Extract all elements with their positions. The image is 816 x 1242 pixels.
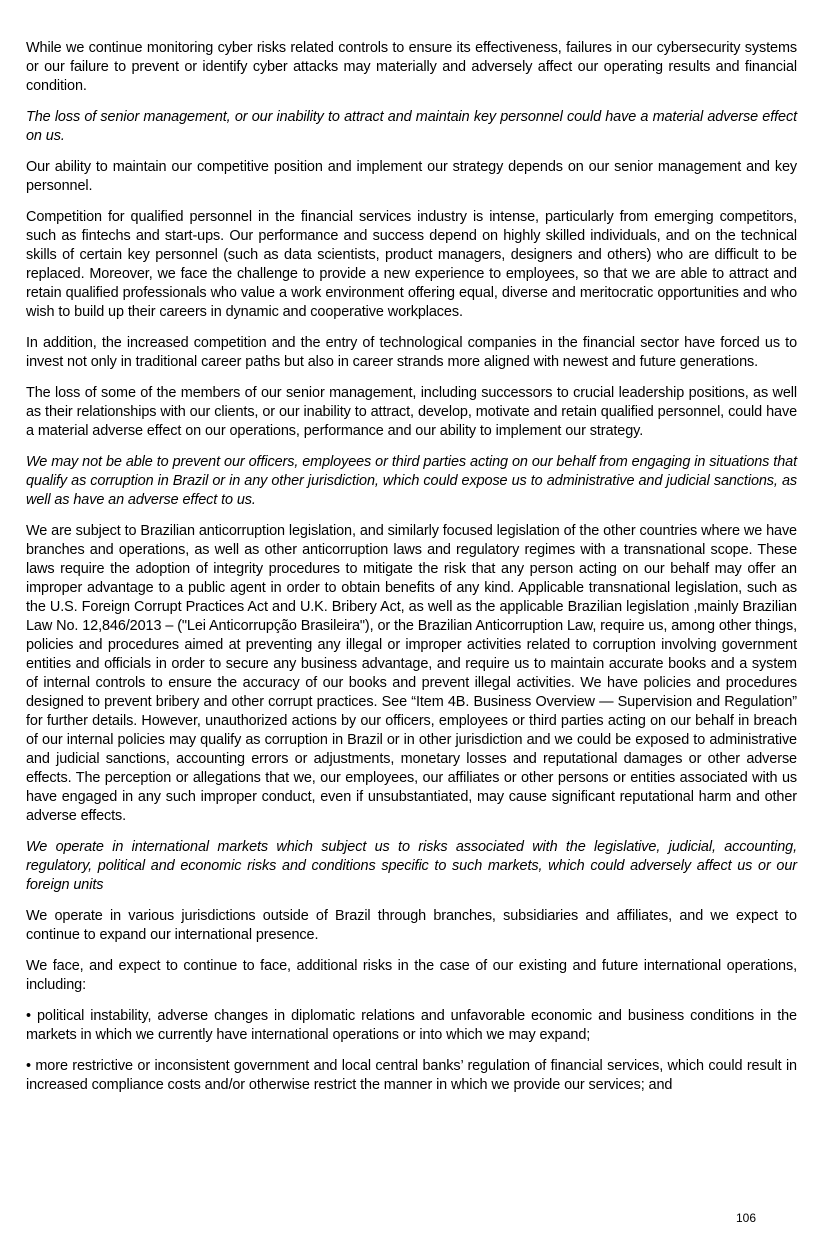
heading-international-markets-risk: We operate in international markets which subject us to risks associated with the legislative, judicial, accounting, regulatory, political and economic risks and conditions specific to such markets, which could adversely affect us or our foreign units [26, 839, 797, 894]
paragraph-anticorruption-legislation: We are subject to Brazilian anticorruption legislation, and similarly focused legislation of the other countries where we have branches and operations, as well as other anticorruption laws and regulatory regimes with a transnational scope. These laws require the adoption of integrity procedures to mitigate the risk that any person acting on our behalf may offer an improper advantage to a public agent in order to obtain benefits of any kind. Applicable transnational legislation, such as the U.S. Foreign Corrupt Practices Act and U.K. Bribery Act, as well as the applicable Brazilian legislation ,mainly Brazilian Law No. 12,846/2013 – ("Lei Anticorrupção Brasileira"), or the Brazilian Anticorruption Law, require us, among other things, policies and procedures aimed at preventing any illegal or improper activities related to corruption involving government entities and officials in order to secure any business advantage, and require us to maintain accurate books and a system of internal controls to ensure the accuracy of our books and prevent illegal activities. We have policies and procedures designed to prevent bribery and other corrupt practices. See “Item 4B. Business Overview — Supervision and Regulation” for further details. However, unauthorized actions by our officers, employees or third parties acting on our behalf in breach of our internal policies may qualify as corruption in Brazil or in other jurisdiction and we could be exposed to administrative and judicial sanctions, accounting errors or adjustments, monetary losses and reputational damages or other adverse effects. The perception or allegations that we, our employees, our affiliates or other persons or entities associated with us have engaged in any such improper conduct, even if unsubstantiated, may cause significant reputational harm and other adverse effects. [26, 522, 797, 825]
list-item-restrictive-regulation: • more restrictive or inconsistent government and local central banks’ regulation of financial services, which could result in increased compliance costs and/or otherwise restrict the manner in which we provide our services; and [26, 1057, 797, 1093]
paragraph-competitive-position: Our ability to maintain our competitive position and implement our strategy depends on our senior management and key personnel. [26, 158, 797, 194]
list-item-political-instability: • political instability, adverse changes in diplomatic relations and unfavorable economic and business conditions in the markets in which we currently have international operations or into which we may expand; [26, 1007, 797, 1043]
paragraph-cybersecurity: While we continue monitoring cyber risks related controls to ensure its effectiveness, failures in our cybersecurity systems or our failure to prevent or identify cyber attacks may materially and adversely affect our operating results and financial condition. [26, 40, 797, 95]
paragraph-loss-of-management: The loss of some of the members of our senior management, including successors to crucial leadership positions, as well as their relationships with our clients, or our inability to attract, develop, motivate and retain qualified personnel, could have a material adverse effect on our operations, performance and our ability to implement our strategy. [26, 384, 797, 439]
paragraph-additional-risks: We face, and expect to continue to face, additional risks in the case of our existing and future international operations, including: [26, 957, 797, 993]
paragraph-technological-competition: In addition, the increased competition and the entry of technological companies in the financial sector have forced us to invest not only in traditional career paths but also in career strands more aligned with newest and future generations. [26, 334, 797, 370]
paragraph-international-presence: We operate in various jurisdictions outside of Brazil through branches, subsidiaries and affiliates, and we expect to continue to expand our international presence. [26, 908, 797, 944]
document-page [26, 39, 797, 1107]
paragraph-personnel-competition: Competition for qualified personnel in the financial services industry is intense, particularly from emerging competitors, such as fintechs and start-ups. Our performance and success depend on highly skilled individuals, and on the technical skills of certain key personnel (such as data scientists, product managers, designers and others) who are difficult to be replaced. Moreover, we face the challenge to provide a new experience to employees, so that we are able to attract and retain qualified professionals who value a work environment offering equal, diverse and meritocratic opportunities and who wish to build up their careers in dynamic and cooperative workplaces. [26, 208, 797, 320]
page-number: 106 [736, 1211, 757, 1225]
heading-senior-management-risk: The loss of senior management, or our inability to attract and maintain key personnel could have a material adverse effect on us. [26, 108, 797, 144]
heading-corruption-risk: We may not be able to prevent our officers, employees or third parties acting on our behalf from engaging in situations that qualify as corruption in Brazil or in any other jurisdiction, which could expose us to administrative and judicial sanctions, as well as have an adverse effect to us. [26, 453, 797, 508]
